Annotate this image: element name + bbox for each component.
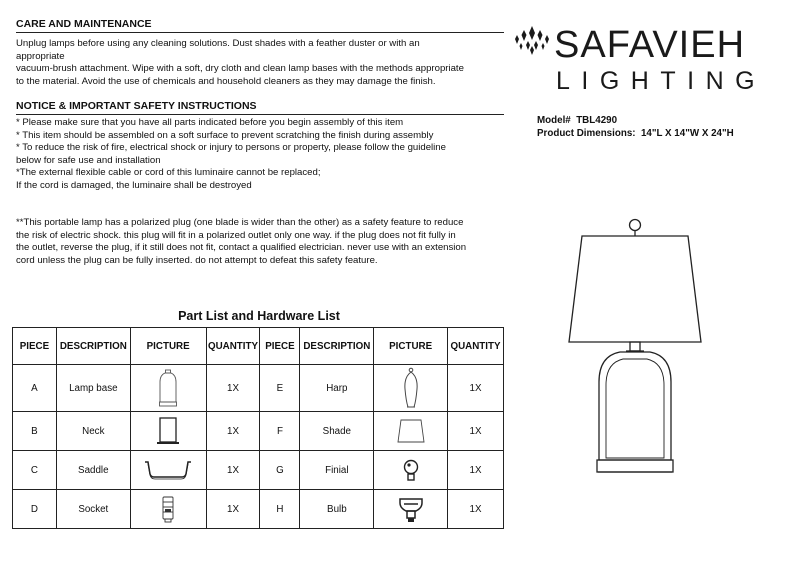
plug-note-line: the outlet, reverse the plug, if it still does not fit, contact a qualified electrician. never use with an extension (16, 242, 467, 254)
header-description: DESCRIPTION (56, 328, 130, 365)
picture-cell (130, 451, 206, 490)
description-cell: Harp (300, 365, 374, 412)
table-header-row (13, 328, 504, 365)
model-label: Model# (537, 115, 571, 126)
piece-cell: H (260, 490, 300, 529)
product-info (537, 114, 734, 140)
care-text (16, 38, 506, 88)
dimensions-label: Product Dimensions: (537, 128, 636, 139)
picture-cell (374, 412, 448, 451)
table-row (13, 451, 504, 490)
description-cell: Socket (56, 490, 130, 529)
model-value: TBL4290 (576, 115, 618, 126)
header-picture: PICTURE (374, 328, 448, 365)
piece-cell: E (260, 365, 300, 412)
description-cell: Finial (300, 451, 374, 490)
care-line: vacuum-brush attachment. Wipe with a soft, dry cloth and clean lamp bases with the methods appropriate (16, 63, 464, 75)
quantity-cell: 1X (447, 412, 503, 451)
notice-line: * To reduce the risk of fire, electrical shock or injury to persons or property, please follow the guideline (16, 142, 446, 154)
quantity-cell: 1X (447, 365, 503, 412)
notice-line: * This item should be assembled on a soft surface to prevent scratching the finish during assembly (16, 129, 434, 141)
brand-logo (512, 22, 767, 95)
quantity-cell: 1X (206, 451, 260, 490)
picture-cell (130, 412, 206, 451)
finial-icon (401, 458, 421, 482)
bulb-icon (396, 494, 426, 524)
quantity-cell: 1X (206, 490, 260, 529)
plug-note-line: cord unless the plug can be fully inserted. do not attempt to defeat this safety feature. (16, 254, 378, 266)
plug-note-line: **This portable lamp has a polarized plug (one blade is wider than the other) as a safety feature to reduce (16, 217, 464, 228)
description-cell: Neck (56, 412, 130, 451)
description-cell: Bulb (300, 490, 374, 529)
table-row (13, 490, 504, 529)
table-row (13, 412, 504, 451)
dimensions-value: 14"L X 14"W X 24"H (640, 128, 734, 139)
header-description: DESCRIPTION (300, 328, 374, 365)
quantity-cell: 1X (206, 365, 260, 412)
description-cell: Saddle (56, 451, 130, 490)
plug-note-line: the risk of electric shock. this plug will fit in a polarized outlet only one way. if the plug does not fit fully in (16, 229, 456, 241)
header-quantity: QUANTITY (206, 328, 260, 365)
piece-cell: D (13, 490, 57, 529)
parts-table-title: Part List and Hardware List (178, 309, 340, 323)
plug-note (16, 217, 506, 267)
quantity-cell: 1X (447, 490, 503, 529)
notice-title: NOTICE & IMPORTANT SAFETY INSTRUCTIONS (16, 100, 504, 115)
care-line: to the material. Avoid the use of chemicals and household cleaners as they may damage the finish. (16, 75, 436, 87)
piece-cell: G (260, 451, 300, 490)
care-line: Unplug lamps before using any cleaning solutions. Dust shades with a feather duster or with an (16, 38, 420, 49)
picture-cell (130, 490, 206, 529)
socket-icon (160, 495, 176, 523)
shade-icon (396, 418, 426, 444)
saddle-icon (142, 458, 194, 482)
neck-icon (153, 416, 183, 446)
notice-line: below for safe use and installation (16, 154, 161, 166)
piece-cell: C (13, 451, 57, 490)
piece-cell: F (260, 412, 300, 451)
notice-text (16, 117, 506, 193)
notice-line: *The external flexible cable or cord of this luminaire cannot be replaced; (16, 167, 321, 179)
header-picture: PICTURE (130, 328, 206, 365)
quantity-cell: 1X (206, 412, 260, 451)
piece-cell: A (13, 365, 57, 412)
brand-name: SAFAVIEH (554, 24, 746, 66)
crystal-chandelier-logo-icon (512, 24, 552, 58)
picture-cell (374, 365, 448, 412)
harp-icon (401, 367, 421, 409)
parts-table (12, 327, 504, 529)
picture-cell (374, 451, 448, 490)
header-piece: PIECE (260, 328, 300, 365)
care-title: CARE AND MAINTENANCE (16, 18, 504, 33)
lamp-base-icon (158, 368, 178, 408)
notice-line: If the cord is damaged, the luminaire shall be destroyed (16, 179, 252, 191)
picture-cell (374, 490, 448, 529)
quantity-cell: 1X (447, 451, 503, 490)
picture-cell (130, 365, 206, 412)
description-cell: Shade (300, 412, 374, 451)
table-row (13, 365, 504, 412)
care-line: appropriate (16, 50, 65, 62)
brand-subtitle: LIGHTING (556, 67, 767, 95)
notice-line: * Please make sure that you have all parts indicated before you begin assembly of this item (16, 117, 404, 128)
description-cell: Lamp base (56, 365, 130, 412)
lamp-illustration (560, 210, 710, 480)
header-piece: PIECE (13, 328, 57, 365)
piece-cell: B (13, 412, 57, 451)
header-quantity: QUANTITY (447, 328, 503, 365)
